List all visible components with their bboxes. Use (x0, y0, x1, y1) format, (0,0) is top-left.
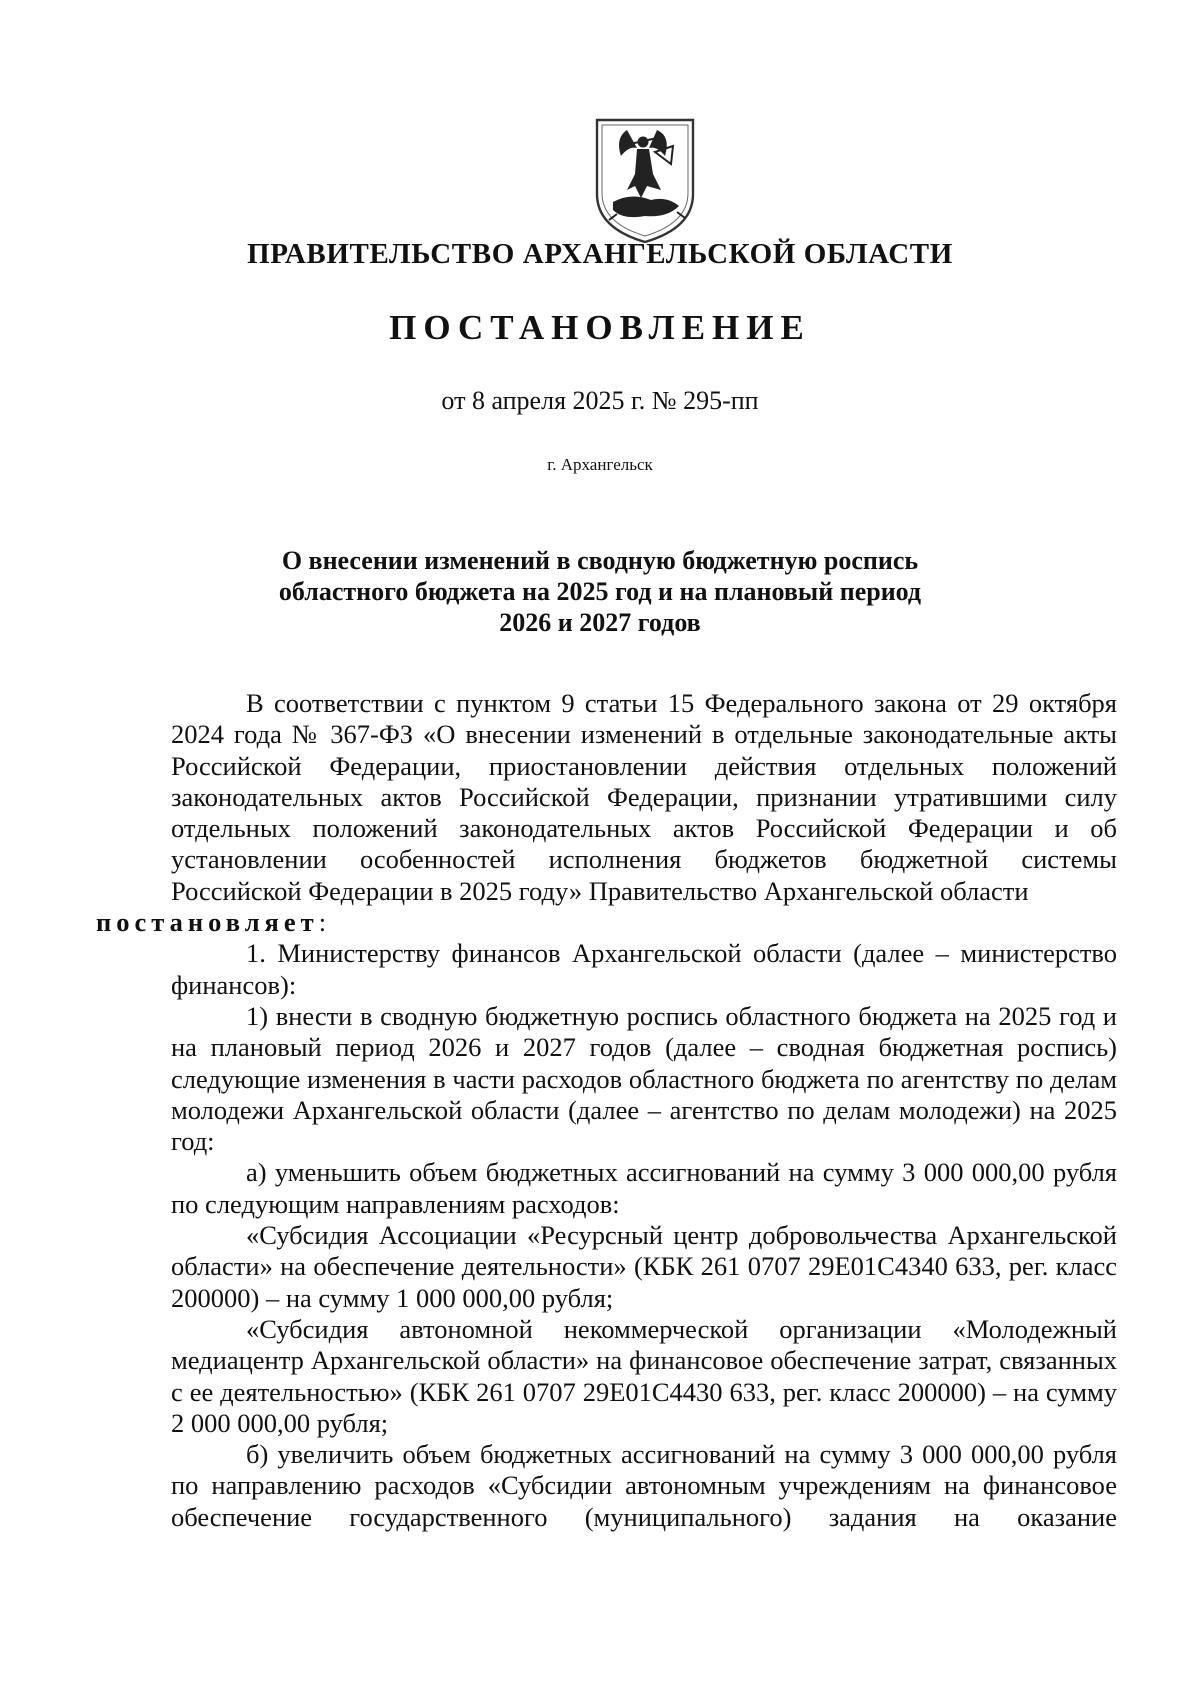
title-line-2: областного бюджета на 2025 год и на плановый период (278, 577, 922, 606)
intro-text: В соответствии с пунктом 9 статьи 15 Федерального закона от 29 октября 2024 года № 367-ФЗ «О внесении изменений в отдельные законодательные акты Российской Федерации, приостановлении действия отдельных положений законодательных актов Российской Федерации, признании утратившими силу отдельных положений законодательных актов Российской Федерации и об установлении особенностей исполнения бюджетов бюджетной системы Российской Федерации в 2025 году» Правительство Архангельской области (171, 688, 1117, 906)
organization-name: ПРАВИТЕЛЬСТВО АРХАНГЕЛЬСКОЙ ОБЛАСТИ (247, 238, 953, 270)
document-type: ПОСТАНОВЛЕНИЕ (389, 308, 811, 347)
title-line-3: 2026 и 2027 годов (499, 608, 701, 637)
paragraph-a-2: «Субсидия автономной некоммерческой организации «Молодежный медиацентр Архангельской области» на финансовое обеспечение затрат, связанных с ее деятельностью» (КБК 261 0707 29Е01С4430 633, рег. класс 200000) – на сумму 2 000 000,00 рубля; (171, 1313, 1117, 1438)
paragraph-b: б) увеличить объем бюджетных ассигнований на сумму 3 000 000,00 рубля по направлению расходов «Субсидии автономным учреждениям на финансовое обеспечение государственного (муниципального) задания на оказание (171, 1439, 1117, 1532)
decree-word: постановляет (96, 907, 319, 938)
title-line-1: О внесении изменений в сводную бюджетную роспись (281, 546, 919, 575)
document-city: г. Архангельск (547, 455, 653, 474)
document-date-number: от 8 апреля 2025 г. № 295-пп (441, 386, 759, 415)
paragraph-a: а) уменьшить объем бюджетных ассигнований на сумму 3 000 000,00 рубля по следующим направлениям расходов: (171, 1157, 1117, 1219)
paragraph-1-1: 1) внести в сводную бюджетную роспись областного бюджета на 2025 год и на плановый период 2026 и 2027 годов (далее – сводная бюджетная роспись) следующие изменения в части расходов областного бюджета по агентству по делам молодежи Архангельской области (далее – агентство по делам молодежи) на 2025 год: (171, 1000, 1117, 1157)
paragraph-intro (96, 688, 1117, 938)
coat-of-arms-icon (591, 116, 699, 246)
paragraph-a-1: «Субсидия Ассоциации «Ресурсный центр добровольчества Архангельской области» на обеспечение деятельности» (КБК 261 0707 29Е01С4340 633, рег. класс 200000) – на сумму 1 000 000,00 рубля; (171, 1220, 1117, 1313)
decree-colon: : (318, 907, 327, 938)
document-title (250, 545, 950, 638)
paragraph-1: 1. Министерству финансов Архангельской области (далее – министерство финансов): (171, 938, 1117, 1000)
document-body (96, 688, 1117, 1533)
